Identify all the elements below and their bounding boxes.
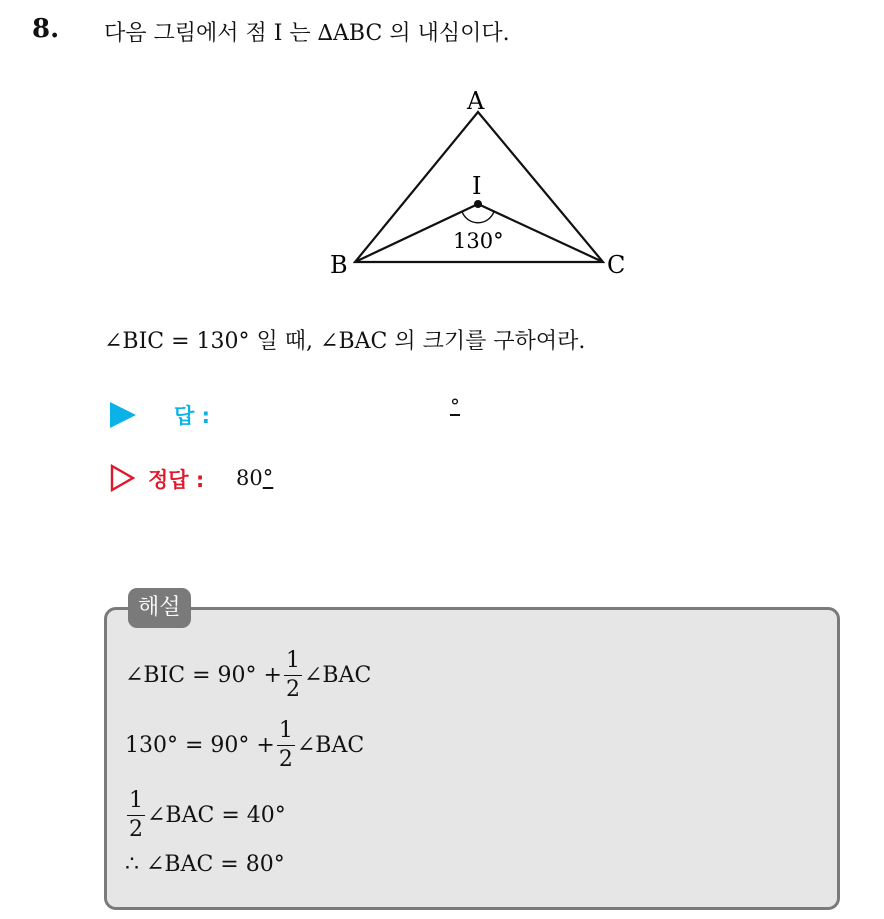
label-c: C <box>607 251 626 279</box>
triangle-figure <box>320 82 640 282</box>
label-i: I <box>472 172 482 200</box>
label-b: B <box>330 251 348 279</box>
answer-label: 답 : <box>174 404 210 428</box>
question-number: 8. <box>32 14 60 44</box>
solution-line-2: 130° = 90° + $\frac{1}{2}$ ∠BAC <box>125 718 365 772</box>
angle-arc <box>462 212 494 223</box>
label-a: A <box>467 87 485 115</box>
correct-label: 정답 : <box>148 468 205 492</box>
angle-value: 130° <box>453 229 504 253</box>
answer-unit: ° <box>450 394 460 418</box>
solution-line-1: ∠BIC = 90° + $\frac{1}{2}$ ∠BAC <box>125 648 372 702</box>
question-text: 다음 그림에서 점 I 는 ∆ABC 의 내심이다. <box>104 21 510 46</box>
play-arrow-icon <box>110 402 136 428</box>
fraction-half: $\frac{1}{2}$ <box>285 648 300 702</box>
fraction-half: $\frac{1}{2}$ <box>278 718 293 772</box>
solution-line-3: $\frac{1}{2}$ ∠BAC = 40° <box>129 788 286 842</box>
incenter-point <box>474 200 482 208</box>
fraction-half: $\frac{1}{2}$ <box>129 788 143 842</box>
solution-line-4: ∴ ∠BAC = 80° <box>125 852 285 877</box>
solution-tag: 해설 <box>128 588 191 628</box>
condition-text: ∠BIC = 130° 일 때, ∠BAC 의 크기를 구하여라. <box>104 329 586 354</box>
correct-value: 80° <box>236 466 274 490</box>
outline-arrow-icon <box>110 464 136 492</box>
solution-box <box>104 607 840 910</box>
